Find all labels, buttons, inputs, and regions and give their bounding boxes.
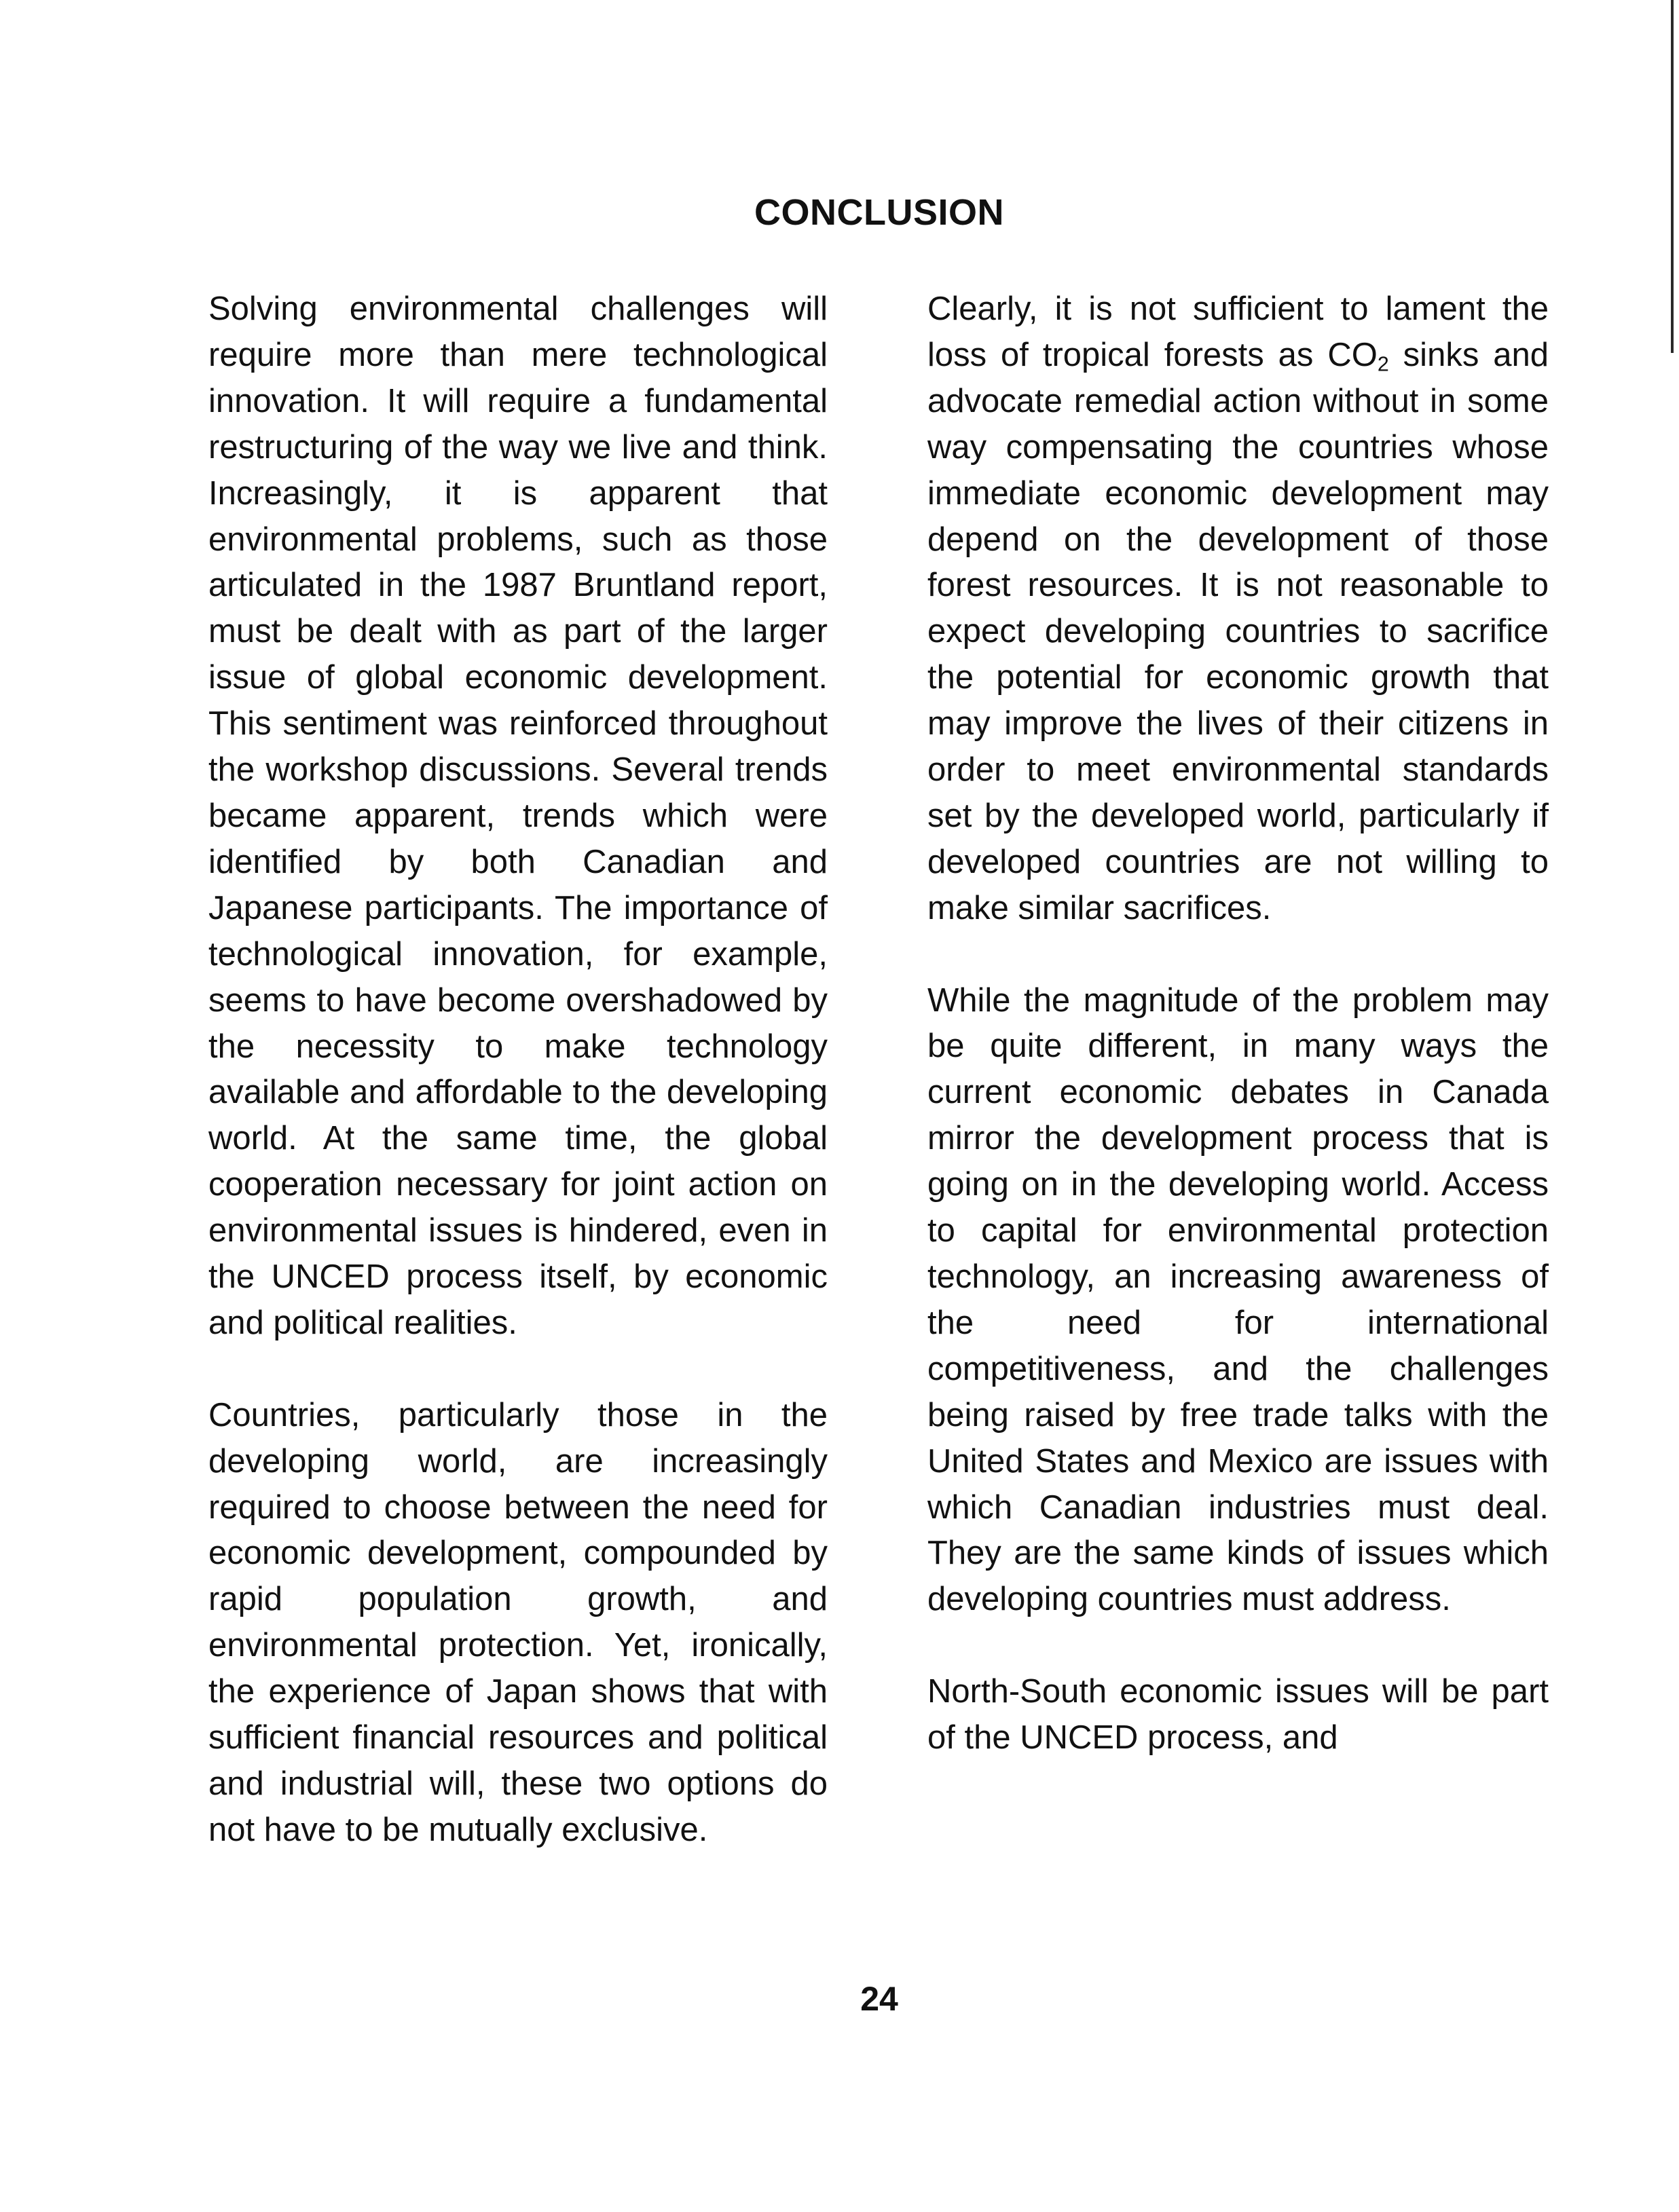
scan-edge-mark	[1671, 0, 1674, 353]
right-paragraph-2: While the magnitude of the problem may be quite different, in many ways the current economic debates in Canada mirror the development process that is going on in the developing world. Access to capital for environmental protection technology, an increasing awareness of the need for international competitiveness, and the challenges being raised by free trade talks with the United States and Mexico are issues with which Canadian industries must deal. They are the same kinds of issues which developing countries must address.	[927, 981, 1549, 1618]
co2-subscript: 2	[1377, 352, 1389, 376]
right-column	[927, 286, 1549, 1761]
left-column	[208, 286, 828, 1854]
page-title: CONCLUSION	[754, 192, 1004, 233]
right-paragraph-3: North-South economic issues will be part of the UNCED process, and	[927, 1673, 1549, 1757]
right-paragraph-1-start: Clearly, it is not sufficient to lament the loss of tropical forests as CO	[927, 290, 1549, 373]
left-paragraph-2: Countries, particularly those in the developing world, are increasingly required to choose between the need for economic development, compounded by rapid population growth, and environmental protection. Yet, ironically, the experience of Japan shows that with sufficient financial resources and political and industrial will, these two options do not have to be mutually exclusive.	[208, 1396, 828, 1848]
left-paragraph-1: Solving environmental challenges will require more than mere technological innovation. It will require a fundamental restructuring of the way we live and think. Increasingly, it is apparent that environmental problems, such as those articulated in the 1987 Bruntland report, must be dealt with as part of the larger issue of global economic development. This sentiment was reinforced throughout the workshop discussions. Several trends became apparent, trends which were identified by both Canadian and Japanese participants. The importance of technological innovation, for example, seems to have become overshadowed by the necessity to make technology available and affordable to the developing world. At the same time, the global cooperation necessary for joint action on environmental issues is hindered, even in the UNCED process itself, by economic and political realities.	[208, 290, 828, 1341]
right-paragraph-1	[927, 286, 1549, 932]
page-number: 24	[860, 1980, 898, 2018]
right-paragraph-1-end: sinks and advocate remedial action without in some way compensating the countries whose immediate economic development may depend on the development of those forest resources. It is not reasonable to expect developing countries to sacrifice the potential for economic growth that may improve the lives of their citizens in order to meet environmental standards set by the developed world, particularly if developed countries are not willing to make similar sacrifices.	[927, 336, 1549, 926]
